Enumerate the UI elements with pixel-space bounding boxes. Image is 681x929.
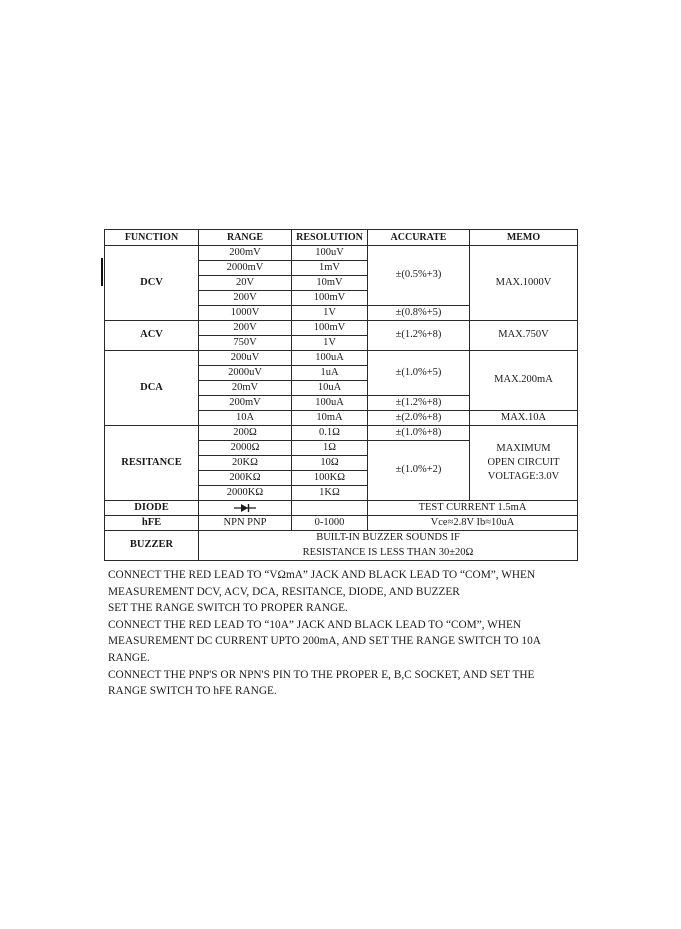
table-header-row [105, 230, 578, 246]
accuracy-cell: ±(1.0%+2) [368, 441, 470, 501]
table-row [105, 246, 578, 261]
resolution-cell: 1KΩ [292, 486, 368, 501]
instruction-line: CONNECT THE RED LEAD TO “VΩmA” JACK AND BLACK LEAD TO “COM”, WHEN [108, 569, 536, 581]
accuracy-cell: ±(1.2%+8) [368, 321, 470, 351]
accuracy-cell: ±(1.0%+8) [368, 426, 470, 441]
header-accurate: ACCURATE [368, 230, 470, 246]
note-cell: Vce≈2.8V Ib≈10uA [368, 516, 578, 531]
resolution-cell: 1V [292, 306, 368, 321]
range-cell: NPN PNP [199, 516, 292, 531]
range-cell: 1000V [199, 306, 292, 321]
range-cell: 20mV [199, 381, 292, 396]
memo-line: MAXIMUM [496, 442, 551, 454]
table-row [105, 531, 578, 561]
resolution-cell: 100mV [292, 291, 368, 306]
instructions-block [108, 567, 588, 700]
note-line: RESISTANCE IS LESS THAN 30±20Ω [302, 546, 474, 558]
table-row [105, 351, 578, 366]
function-buzzer: BUZZER [105, 531, 199, 561]
instruction-line: MEASUREMENT DC CURRENT UPTO 200mA, AND SET THE RANGE SWITCH TO 10A [108, 635, 541, 648]
resolution-cell: 10mA [292, 411, 368, 426]
header-resolution: RESOLUTION [292, 230, 368, 246]
scan-edge-mark [101, 258, 103, 286]
diode-symbol-icon [234, 503, 256, 513]
accuracy-cell: ±(1.0%+5) [368, 351, 470, 396]
header-function: FUNCTION [105, 230, 199, 246]
memo-cell [470, 426, 578, 501]
range-cell: 200KΩ [199, 471, 292, 486]
table-row [105, 426, 578, 441]
instruction-line: SET THE RANGE SWITCH TO PROPER RANGE. [108, 602, 348, 615]
note-cell [199, 531, 578, 561]
range-cell: 200mV [199, 246, 292, 261]
function-acv: ACV [105, 321, 199, 351]
resolution-cell: 0-1000 [292, 516, 368, 531]
resolution-cell: 1uA [292, 366, 368, 381]
range-cell: 2000uV [199, 366, 292, 381]
range-cell: 20V [199, 276, 292, 291]
memo-cell: MAX.750V [470, 321, 578, 351]
function-resistance: RESITANCE [105, 426, 199, 501]
specification-table [104, 229, 578, 561]
range-cell: 200mV [199, 396, 292, 411]
resolution-cell: 10mV [292, 276, 368, 291]
resolution-cell: 100uV [292, 246, 368, 261]
range-cell: 2000KΩ [199, 486, 292, 501]
range-cell [199, 501, 292, 516]
instruction-line: CONNECT THE PNP'S OR NPN'S PIN TO THE PROPER E, B,C SOCKET, AND SET THE [108, 668, 535, 681]
resolution-cell: 100uA [292, 396, 368, 411]
memo-cell: MAX.10A [470, 411, 578, 426]
function-dca: DCA [105, 351, 199, 426]
range-cell: 10A [199, 411, 292, 426]
range-cell: 200V [199, 291, 292, 306]
instruction-line: RANGE. [108, 651, 150, 664]
resolution-cell: 100mV [292, 321, 368, 336]
memo-cell: MAX.1000V [470, 246, 578, 321]
function-dcv: DCV [105, 246, 199, 321]
range-cell: 200V [199, 321, 292, 336]
resolution-cell: 100uA [292, 351, 368, 366]
memo-line: OPEN CIRCUIT [487, 456, 560, 468]
range-cell: 750V [199, 336, 292, 351]
function-hfe: hFE [105, 516, 199, 531]
memo-cell: MAX.200mA [470, 351, 578, 411]
range-cell: 2000Ω [199, 441, 292, 456]
instruction-line: MEASUREMENT DCV, ACV, DCA, RESITANCE, DIODE, AND BUZZER [108, 585, 460, 598]
function-diode: DIODE [105, 501, 199, 516]
accuracy-cell: ±(1.2%+8) [368, 396, 470, 411]
accuracy-cell: ±(0.8%+5) [368, 306, 470, 321]
resolution-cell: 10uA [292, 381, 368, 396]
accuracy-cell: ±(2.0%+8) [368, 411, 470, 426]
instruction-line: CONNECT THE RED LEAD TO “10A” JACK AND BLACK LEAD TO “COM”, WHEN [108, 618, 522, 631]
instruction-line: RANGE SWITCH TO hFE RANGE. [108, 685, 277, 698]
accuracy-cell: ±(0.5%+3) [368, 246, 470, 306]
range-cell: 200uV [199, 351, 292, 366]
resolution-cell: 10Ω [292, 456, 368, 471]
table-row [105, 516, 578, 531]
header-memo: MEMO [470, 230, 578, 246]
note-line: BUILT-IN BUZZER SOUNDS IF [316, 532, 460, 544]
range-cell: 2000mV [199, 261, 292, 276]
resolution-cell [292, 501, 368, 516]
resolution-cell: 0.1Ω [292, 426, 368, 441]
range-cell: 20KΩ [199, 456, 292, 471]
resolution-cell: 1V [292, 336, 368, 351]
range-cell: 200Ω [199, 426, 292, 441]
header-range: RANGE [199, 230, 292, 246]
table-row [105, 321, 578, 336]
resolution-cell: 100KΩ [292, 471, 368, 486]
resolution-cell: 1mV [292, 261, 368, 276]
memo-line: VOLTAGE:3.0V [487, 471, 560, 483]
resolution-cell: 1Ω [292, 441, 368, 456]
table-row [105, 501, 578, 516]
note-cell: TEST CURRENT 1.5mA [368, 501, 578, 516]
